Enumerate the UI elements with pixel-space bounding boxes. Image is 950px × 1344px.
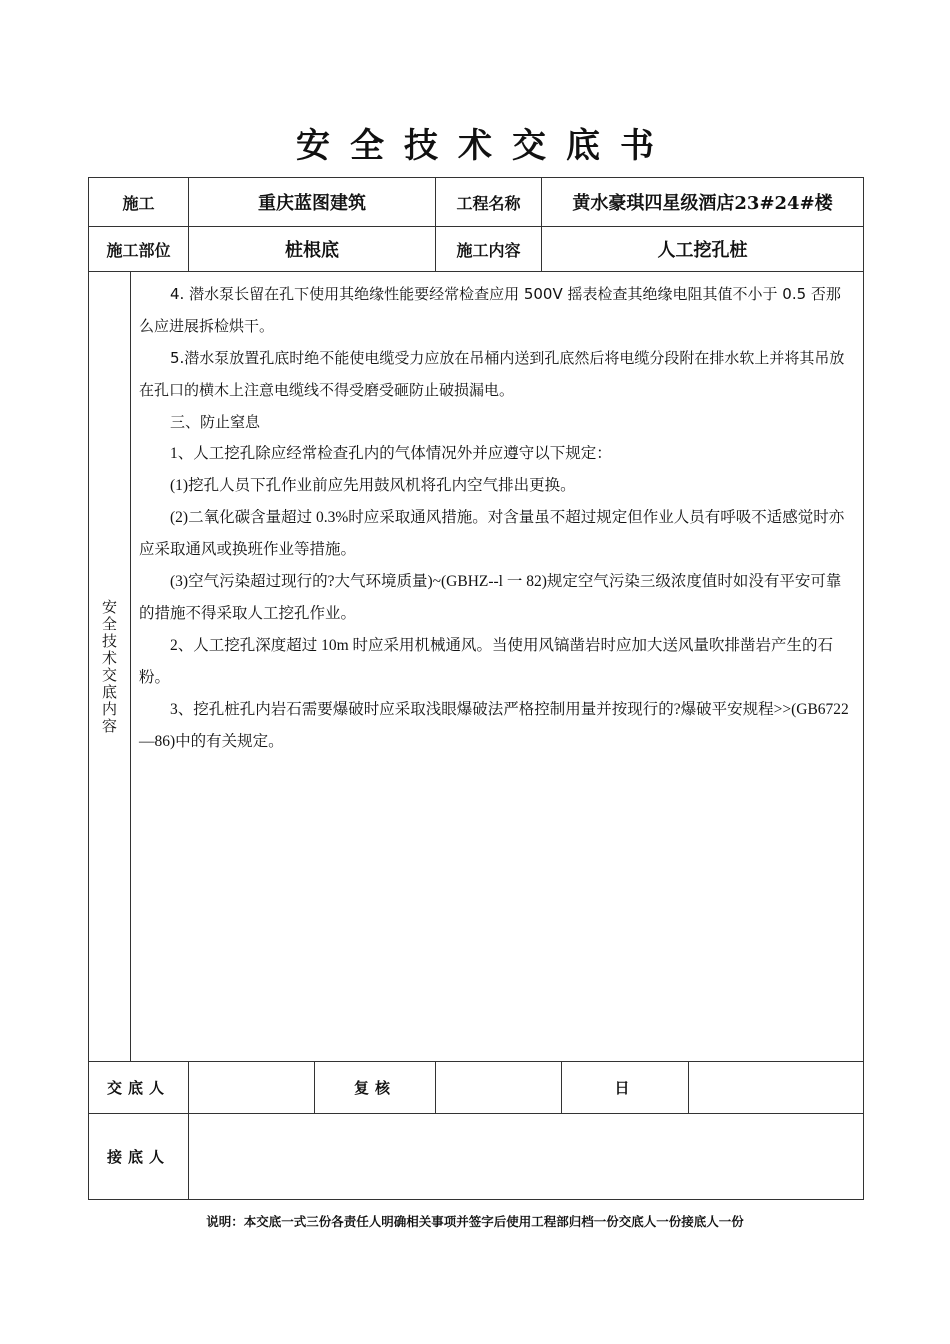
receiver-person-field[interactable] [189, 1114, 864, 1200]
content-body [131, 272, 864, 1062]
paragraph: (3)空气污染超过现行的?大气环境质量)~(GBHZ--l 一 82)规定空气污染三级浓度值时如没有平安可靠的措施不得采取人工挖孔作业。 [139, 573, 842, 622]
review-label: 复核 [315, 1062, 436, 1114]
review-field[interactable] [436, 1062, 562, 1114]
construction-content-label: 施工内容 [436, 227, 542, 272]
signature-row [89, 1062, 864, 1114]
construction-part-label: 施工部位 [89, 227, 189, 272]
construction-content-value: 人工挖孔桩 [542, 227, 864, 272]
paragraph: (1)挖孔人员下孔作业前应先用鼓风机将孔内空气排出更换。 [170, 477, 576, 494]
handover-person-field[interactable] [189, 1062, 315, 1114]
paragraph: 4. 潜水泵长留在孔下使用其绝缘性能要经常检查应用 500V 摇表检查其绝缘电阻其值不小于 0.5 否那么应进展拆检烘干。 [139, 285, 841, 335]
construction-unit-value: 重庆蓝图建筑 [189, 178, 436, 227]
construction-unit-label: 施工 [89, 178, 189, 227]
receiver-row [89, 1114, 864, 1200]
content-section-label: 安 全 技 术 交 底 内 容 [89, 272, 131, 1062]
construction-part-value: 桩根底 [189, 227, 436, 272]
header-row-1 [89, 178, 864, 227]
receiver-person-label: 接底人 [89, 1114, 189, 1200]
paragraph: 5.潜水泵放置孔底时绝不能使电缆受力应放在吊桶内送到孔底然后将电缆分段附在排水软上并将其吊放在孔口的横木上注意电缆线不得受磨受砸防止破损漏电。 [139, 349, 845, 399]
date-label: 日 [562, 1062, 689, 1114]
document-title: 安全技术交底书 [296, 126, 674, 166]
footer-note: 说明：本交底一式三份各责任人明确相关事项并签字后使用工程部归档一份交底人一份接底人一份 [206, 1214, 744, 1229]
paragraph: 3、挖孔桩孔内岩石需要爆破时应采取浅眼爆破法严格控制用量并按现行的?爆破平安规程>>(GB6722—86)中的有关规定。 [139, 701, 849, 750]
paragraph: 2、人工挖孔深度超过 10m 时应采用机械通风。当使用风镐凿岩时应加大送风量吹排凿岩产生的石粉。 [139, 637, 834, 686]
content-row [89, 272, 864, 1062]
project-name-value: 黄水豪琪四星级酒店23#24#楼 [542, 178, 864, 227]
paragraph: (2)二氧化碳含量超过 0.3%时应采取通风措施。对含量虽不超过规定但作业人员有呼吸不适感觉时亦应采取通风或换班作业等措施。 [139, 509, 845, 558]
date-field[interactable] [689, 1062, 864, 1114]
paragraph: 1、人工挖孔除应经常检查孔内的气体情况外并应遵守以下规定： [170, 445, 612, 462]
handover-person-label: 交底人 [89, 1062, 189, 1114]
section-heading: 三、防止窒息 [170, 413, 261, 431]
safety-briefing-form [88, 177, 864, 1200]
header-row-2 [89, 227, 864, 272]
project-name-label: 工程名称 [436, 178, 542, 227]
